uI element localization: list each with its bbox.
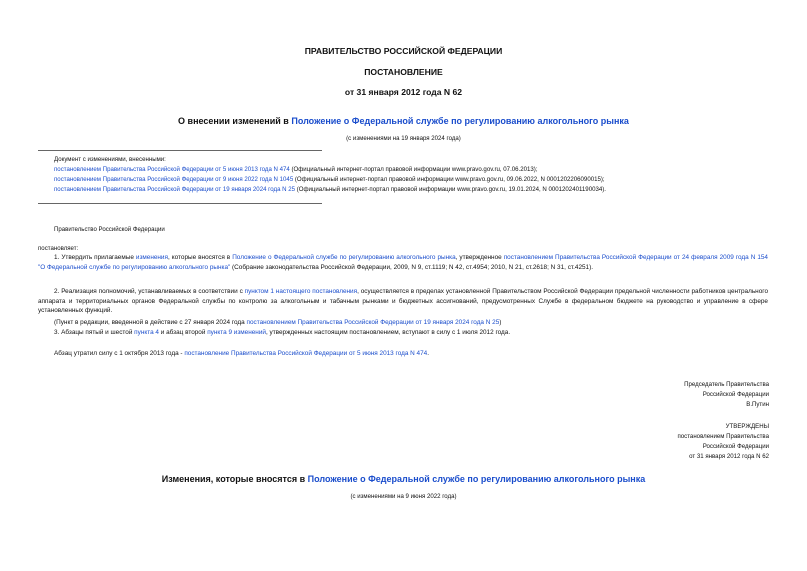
approved-by: постановлением Правительства — [677, 433, 769, 440]
document-title — [0, 116, 807, 126]
decrees-line: постановляет: — [38, 245, 79, 252]
issuer-line: Правительство Российской Федерации — [54, 226, 165, 233]
paragraph-4 — [54, 349, 429, 359]
annex-revision-note: (с изменениями на 9 июня 2022 года) — [350, 493, 457, 500]
paragraph-2 — [38, 287, 768, 316]
p1-text-c: , утвержденное — [455, 254, 504, 261]
p4-text-b: . — [427, 350, 430, 357]
p4-decree-link[interactable]: постановление Правительства Российской Федерации от 5 июня 2013 года N 474 — [184, 350, 428, 357]
p1-text-a: 1. Утвердить прилагаемые — [54, 254, 136, 261]
change-item — [54, 186, 606, 193]
approved-org: Российской Федерации — [702, 443, 769, 450]
p2-note-text-b: ) — [499, 319, 502, 326]
p3-text-a: 3. Абзацы пятый и шестой — [54, 329, 135, 336]
p4-text-a: Абзац утратил силу с 1 октября 2013 года - — [54, 350, 185, 357]
p2-text-b: , осуществляется в пределах установленной Правительством Российской Федерации предельной численности работников центрального аппарата и территориальных органов Федеральной службы по контролю за алкогольным и табачным рынками и бюджетных ассигнований, предусмотренных Службе в федеральном бюджете на руководство и управление в сфере установленных функций. — [38, 288, 768, 315]
changes-intro: Документ с изменениями, внесенными: — [54, 156, 166, 163]
p1-changes-link[interactable]: изменения — [135, 254, 168, 261]
signature-title: Председатель Правительства — [684, 381, 769, 388]
p1-regulation-link[interactable]: Положение о Федеральной службе по регулированию алкогольного рынка — [232, 254, 456, 261]
p1-text-d: (Собрание законодательства Российской Федерации, 2009, N 9, ст.1119; N 42, ст.4954; 2010, N 21, ст.2618; N 31, ст.4251). — [230, 263, 594, 271]
change-link[interactable]: постановлением Правительства Российской Федерации от 9 июня 2022 года N 1045 — [54, 176, 294, 183]
approved-date: от 31 января 2012 года N 62 — [689, 453, 769, 460]
p1-text-b: , которые вносятся в — [167, 254, 233, 261]
document-kind: ПОСТАНОВЛЕНИЕ — [364, 67, 443, 77]
p2-clause-link[interactable]: пунктом 1 настоящего постановления — [244, 288, 358, 295]
signature-name: В.Путин — [746, 401, 769, 408]
change-source: (Официальный интернет-портал правовой информации www.pravo.gov.ru, 07.06.2013); — [289, 166, 538, 173]
p3-clause9-link[interactable]: пункта 9 изменений — [207, 329, 266, 336]
title-revision-note: (с изменениями на 19 января 2024 года) — [346, 135, 461, 142]
change-source: (Официальный интернет-портал правовой информации www.pravo.gov.ru, 09.06.2022, N 0001202206090015); — [293, 176, 605, 183]
p1-decree-link[interactable]: постановлением Правительства Российской Федерации от 24 февраля 2009 года N 154 "О Федеральной службе по регулированию алкогольного рынка" — [38, 254, 768, 271]
annex-link[interactable]: Положение о Федеральной службе по регулированию алкогольного рынка — [307, 474, 646, 484]
p2-note-link[interactable]: постановлением Правительства Российской Федерации от 19 января 2024 года N 25 — [246, 319, 500, 326]
change-link[interactable]: постановлением Правительства Российской Федерации от 5 июня 2013 года N 474 — [54, 166, 290, 173]
paragraph-1 — [38, 253, 768, 272]
p3-text-c: , утвержденных настоящим постановлением, вступают в силу с 1 июля 2012 года. — [265, 329, 511, 336]
bottom-divider — [38, 203, 322, 204]
signature-org: Российской Федерации — [702, 391, 769, 398]
document-date: от 31 января 2012 года N 62 — [344, 87, 463, 97]
p3-clause4-link[interactable]: пункта 4 — [134, 329, 159, 336]
title-prefix: О внесении изменений в — [178, 116, 292, 126]
paragraph-2-note — [54, 318, 501, 328]
annex-title — [0, 474, 807, 484]
title-link[interactable]: Положение о Федеральной службе по регулированию алкогольного рынка — [291, 116, 629, 126]
change-source: (Официальный интернет-портал правовой информации www.pravo.gov.ru, 19.01.2024, N 0001202401190034). — [295, 186, 606, 193]
p3-text-b: и абзац второй — [158, 329, 208, 336]
government-heading: ПРАВИТЕЛЬСТВО РОССИЙСКОЙ ФЕДЕРАЦИИ — [304, 46, 503, 56]
annex-prefix: Изменения, которые вносятся в — [161, 474, 308, 484]
top-divider — [38, 150, 322, 151]
p2-text-a: 2. Реализация полномочий, устанавливаемых в соответствии с — [54, 288, 245, 295]
change-link[interactable]: постановлением Правительства Российской Федерации от 19 января 2024 года N 25 — [54, 186, 296, 193]
change-item — [54, 176, 605, 183]
paragraph-3 — [54, 328, 510, 338]
change-item — [54, 166, 538, 173]
approved-heading: УТВЕРЖДЕНЫ — [725, 423, 769, 430]
p2-note-text-a: (Пункт в редакции, введенной в действие с 27 января 2024 года — [54, 319, 247, 326]
